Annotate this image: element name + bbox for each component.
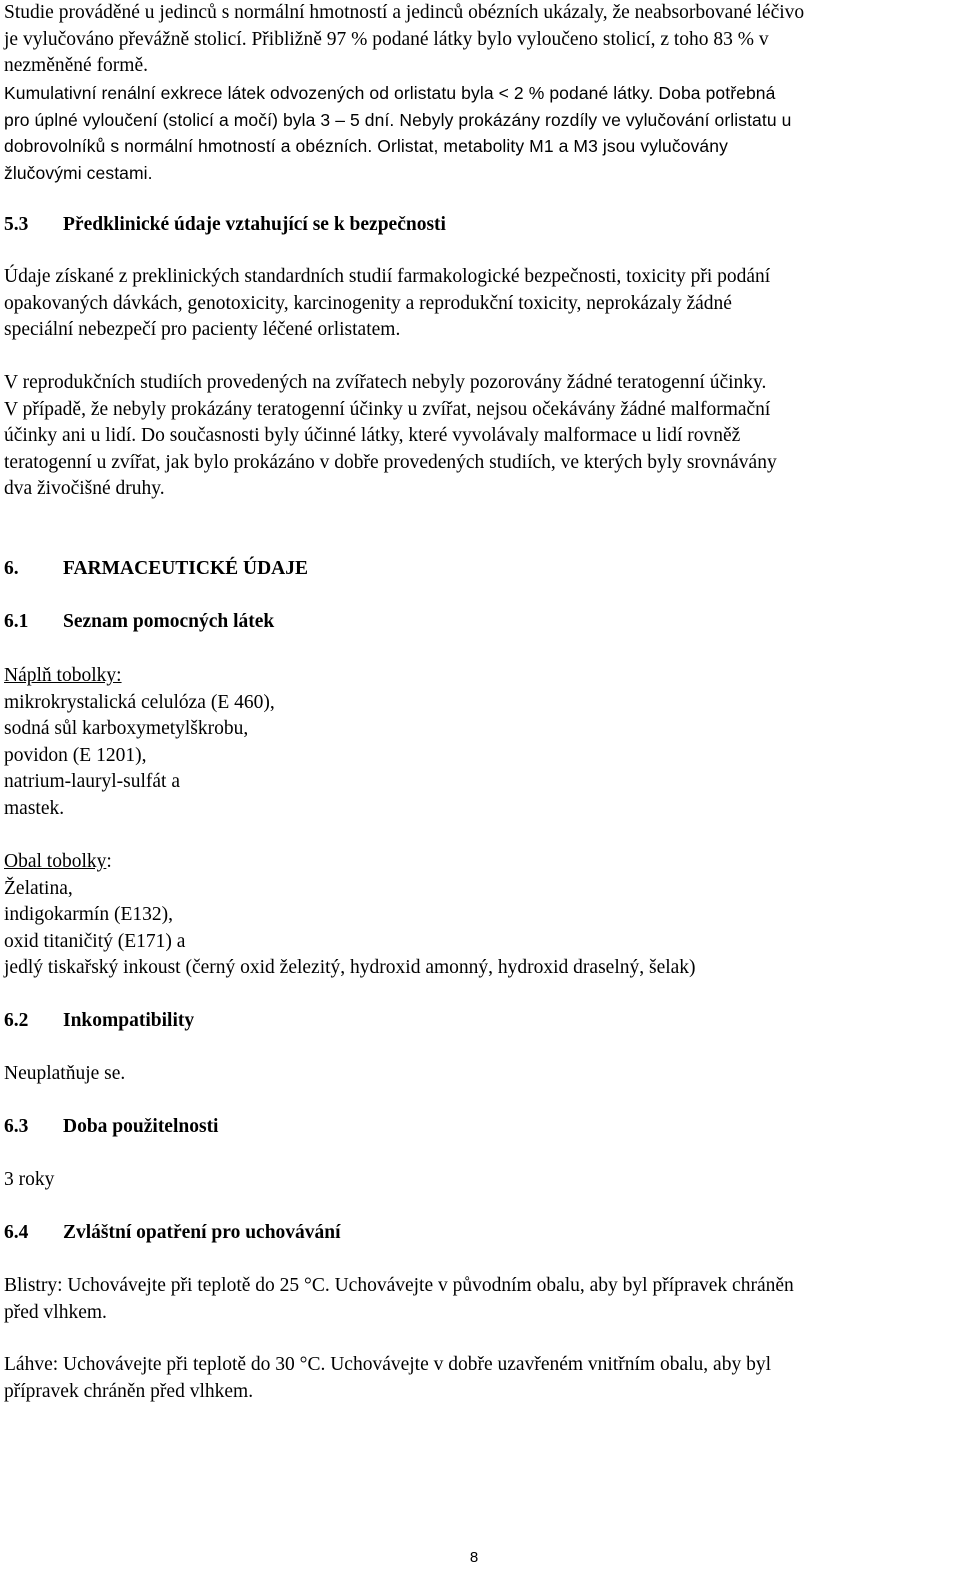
text-line: žlučovými cestami. — [4, 162, 153, 183]
excipient-item: povidon (E 1201), — [4, 744, 147, 766]
section-number: 6.3 — [4, 1116, 29, 1137]
text-line: před vlhkem. — [4, 1301, 107, 1323]
capsule-fill-label: Náplň tobolky: — [4, 665, 122, 686]
capsule-shell-list — [4, 849, 952, 982]
section-title: Doba použitelnosti — [63, 1116, 219, 1137]
section-6-2-heading — [4, 1008, 952, 1035]
text-line: dva živočišné druhy. — [4, 478, 165, 500]
text-line: Údaje získané z preklinických standardních studií farmakologické bezpečnosti, toxicity při podání — [4, 266, 771, 287]
section-title: Inkompatibility — [63, 1010, 195, 1031]
excipient-item: indigokarmín (E132), — [4, 904, 173, 926]
section-6-4-paragraph-1 — [4, 1273, 952, 1326]
text-line: Neuplatňuje se. — [4, 1063, 126, 1084]
capsule-shell-colon: : — [106, 851, 112, 872]
excipient-item: mastek. — [4, 797, 65, 819]
excipient-item: jedlý tiskařský inkoust (černý oxid železitý, hydroxid amonný, hydroxid draselný, šelak) — [4, 957, 696, 979]
intro-paragraph-2 — [4, 80, 952, 186]
text-line: účinky ani u lidí. Do současnosti byly účinné látky, které vyvolávaly malformace u lidí rovněž — [4, 425, 741, 447]
section-6-2-text — [4, 1061, 952, 1088]
excipient-item: natrium-lauryl-sulfát a — [4, 771, 180, 793]
capsule-shell-label-line — [4, 849, 952, 876]
text-line: přípravek chráněn před vlhkem. — [4, 1380, 254, 1402]
section-title: FARMACEUTICKÉ ÚDAJE — [63, 558, 309, 579]
text-line: Blistry: Uchovávejte při teplotě do 25 °C. Uchovávejte v původním obalu, aby byl přípravek chráněn — [4, 1275, 794, 1296]
excipient-item: mikrokrystalická celulóza (E 460), — [4, 691, 275, 713]
section-number: 5.3 — [4, 214, 29, 235]
text-line: je vylučováno převážně stolicí. Přibližně 97 % podané látky bylo vyloučeno stolicí, z toho 83 % v — [4, 28, 769, 50]
text-line: dobrovolníků s normální hmotností a obézních. Orlistat, metabolity M1 a M3 jsou vylučovány — [4, 136, 728, 157]
text-line: opakovaných dávkách, genotoxicity, karcinogenity a reprodukční toxicity, neprokázaly žádné — [4, 292, 732, 314]
section-6-1-heading — [4, 609, 952, 636]
intro-paragraph-1 — [4, 0, 952, 80]
text-line: speciální nebezpečí pro pacienty léčené orlistatem. — [4, 319, 401, 341]
section-6-3-text — [4, 1167, 952, 1194]
section-title: Zvláštní opatření pro uchovávání — [63, 1222, 341, 1243]
section-6-4-heading — [4, 1220, 952, 1247]
section-number: 6.2 — [4, 1010, 29, 1031]
section-5-3-paragraph-2 — [4, 370, 952, 503]
capsule-fill-list — [4, 663, 952, 823]
text-line: 3 roky — [4, 1169, 55, 1190]
capsule-shell-label: Obal tobolky — [4, 851, 107, 872]
text-line: teratogenní u zvířat, jak bylo prokázáno v dobře provedených studiích, ve kterých byly srovnávány — [4, 451, 777, 473]
section-title: Seznam pomocných látek — [63, 611, 275, 632]
text-line: nezměněné formě. — [4, 55, 149, 77]
section-title: Předklinické údaje vztahující se k bezpečnosti — [63, 214, 446, 235]
excipient-item: oxid titaničitý (E171) a — [4, 930, 186, 952]
text-line: Studie prováděné u jedinců s normální hmotností a jedinců obézních ukázaly, že neabsorbované léčivo — [4, 2, 805, 23]
section-6-3-heading — [4, 1114, 952, 1141]
text-line: V případě, že nebyly prokázány teratogenní účinky u zvířat, nejsou očekávány žádné malformační — [4, 398, 771, 420]
text-line: pro úplné vyloučení (stolicí a močí) byla 3 – 5 dní. Nebyly prokázány rozdíly ve vylučování orlistatu u — [4, 109, 792, 130]
text-line: Láhve: Uchovávejte při teplotě do 30 °C. Uchovávejte v dobře uzavřeném vnitřním obalu, aby byl — [4, 1354, 771, 1375]
text-line: Kumulativní renální exkrece látek odvozených od orlistatu byla < 2 % podané látky. Doba potřebná — [4, 83, 776, 103]
excipient-item: sodná sůl karboxymetylškrobu, — [4, 718, 249, 740]
section-number: 6.1 — [4, 611, 29, 632]
section-5-3-paragraph-1 — [4, 264, 952, 344]
page-number: 8 — [469, 1549, 479, 1566]
section-number: 6. — [4, 558, 19, 579]
text-line: V reprodukčních studiích provedených na zvířatech nebyly pozorovány žádné teratogenní účinky. — [4, 372, 767, 393]
section-6-4-paragraph-2 — [4, 1352, 952, 1405]
section-6-heading — [4, 556, 952, 583]
section-number: 6.4 — [4, 1222, 29, 1243]
excipient-item: Želatina, — [4, 877, 73, 899]
section-5-3-heading — [4, 212, 952, 239]
